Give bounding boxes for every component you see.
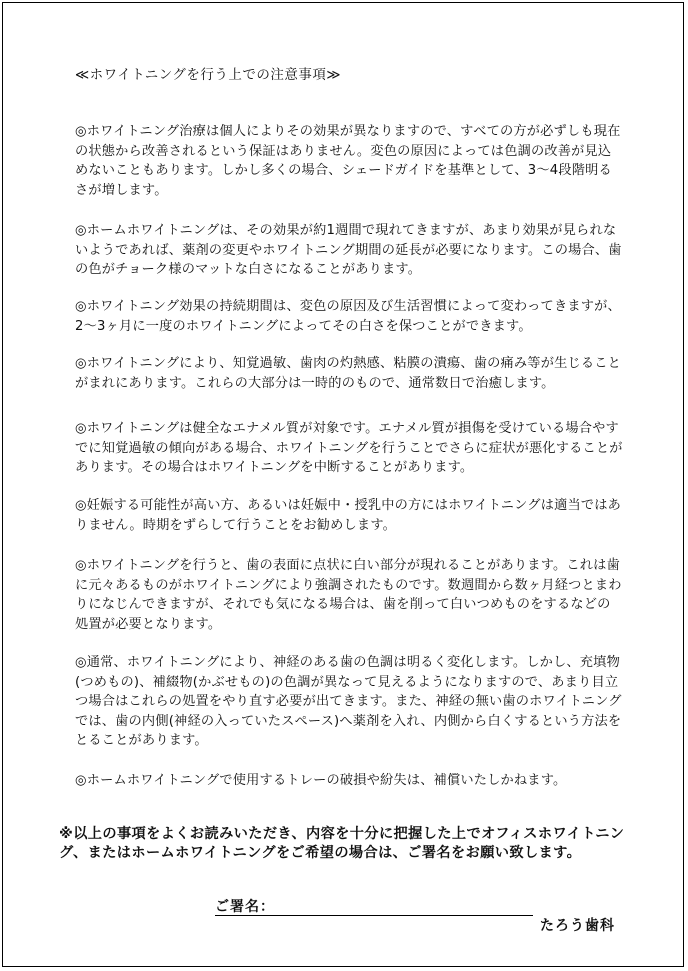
notice-paragraph-9: ◎ホームホワイトニングで使用するトレーの破損や紛失は、補償いたしかねます。: [75, 773, 567, 788]
consent-form-page: [2, 2, 684, 967]
closing-statement: ※以上の事項をよくお読みいただき、内容を十分に把握した上でオフィスホワイトニング、またはホームホワイトニングをご希望の場合は、ご署名をお願い致します。: [59, 826, 625, 861]
signature-line[interactable]: [215, 915, 533, 916]
clinic-name: たろう歯科: [540, 918, 615, 934]
signature-label: ご署名：: [215, 899, 275, 915]
notice-paragraph-3: ◎ホワイトニング効果の持続期間は、変色の原因及び生活習慣によって変わってきますが、2～3ヶ月に一度のホワイトニングによってその白さを保つことができます。: [75, 299, 621, 334]
notice-paragraph-6: ◎妊娠する可能性が高い方、あるいは妊娠中・授乳中の方にはホワイトニングは適当ではありません。時期をずらして行うことをお勧めします。: [75, 498, 622, 533]
notice-paragraph-2: ◎ホームホワイトニングは、その効果が約1週間で現れてきますが、あまり効果が見られないようであれば、薬剤の変更やホワイトニング期間の延長が必要になります。この場合、歯の色がチョーク様のマットな白さになることがあります。: [75, 223, 622, 277]
notice-paragraph-5: ◎ホワイトニングは健全なエナメル質が対象です。エナメル質が損傷を受けている場合やすでに知覚過敏の傾向がある場合、ホワイトニングを行うことでさらに症状が悪化することがあります。その場合はホワイトニングを中断することがあります。: [75, 421, 623, 475]
notice-paragraph-8: ◎通常、ホワイトニングにより、神経のある歯の色調は明るく変化します。しかし、充填物(つめもの)、補綴物(かぶせもの)の色調が異なって見えるようになりますので、あまり目立つ場合はこれらの処置をやり直す必要が出てきます。また、神経の無い歯のホワイトニングでは、歯の内側(神経の入っていたスペース)へ薬剤を入れ、内側から白くするという方法をとることがあります。: [75, 655, 622, 748]
document-title: ≪ホワイトニングを行う上での注意事項≫: [75, 67, 342, 83]
notice-paragraph-7: ◎ホワイトニングを行うと、歯の表面に点状に白い部分が現れることがあります。これは歯に元々あるものがホワイトニングにより強調されたものです。数週間から数ヶ月経つとまわりになじんできますが、それでも気になる場合は、歯を削って白いつめものをするなどの処置が必要となります。: [75, 558, 622, 632]
notice-paragraph-4: ◎ホワイトニングにより、知覚過敏、歯肉の灼熱感、粘膜の潰瘍、歯の痛み等が生じることがまれにあります。これらの大部分は一時的のもので、通常数日で治癒します。: [75, 356, 622, 391]
notice-paragraph-1: ◎ホワイトニング治療は個人によりその効果が異なりますので、すべての方が必ずしも現在の状態から改善されるという保証はありません。変色の原因によっては色調の改善が見込めないこともあります。しかし多くの場合、シェードガイドを基準として、3～4段階明るさが増します。: [75, 124, 621, 198]
